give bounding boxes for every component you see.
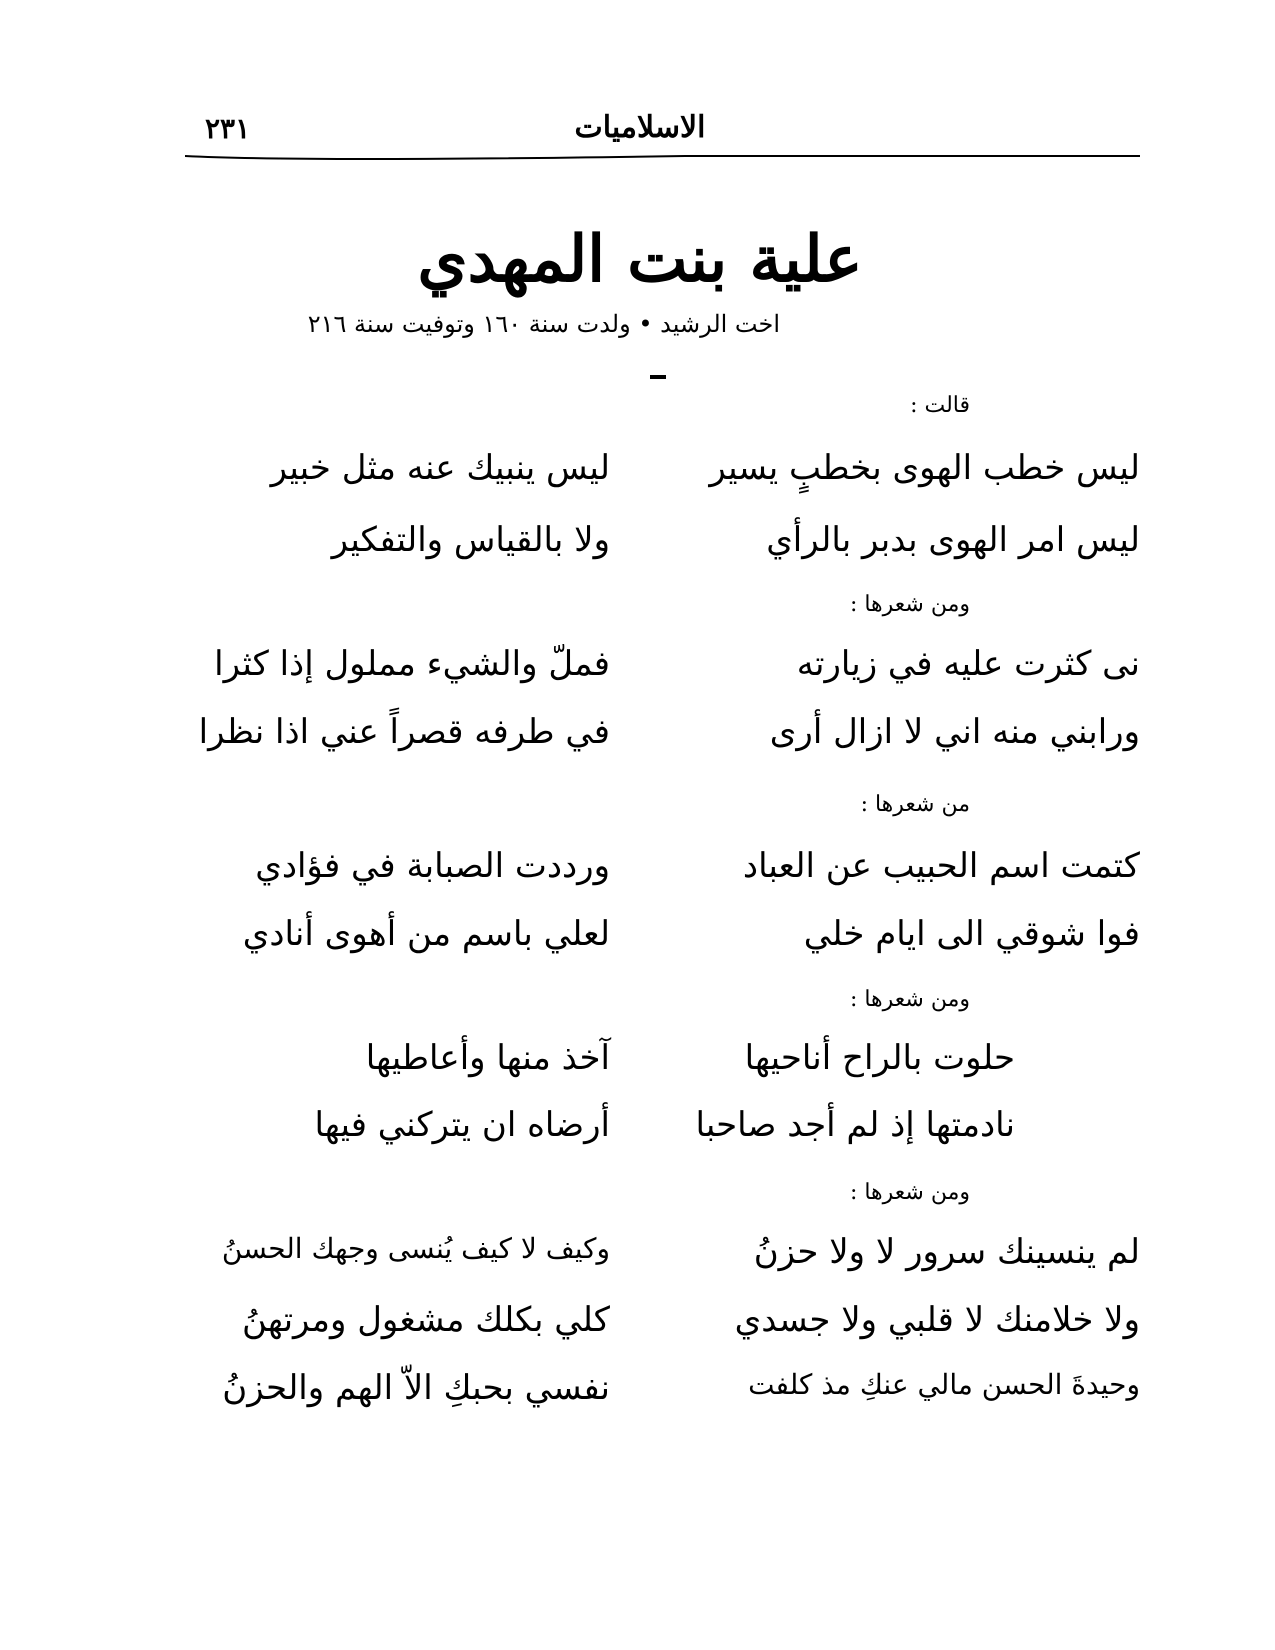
header-rule bbox=[185, 152, 1140, 166]
verse-second-hemistich: وكيف لا كيف يُنسى وجهك الحسنُ bbox=[221, 1232, 610, 1265]
section-label: قالت : bbox=[910, 393, 970, 418]
verse-first-hemistich: نادمتها إذ لم أجد صاحبا bbox=[695, 1105, 1015, 1145]
verse-second-hemistich: فملّ والشيء مملول إذا كثرا bbox=[214, 644, 610, 684]
verse-second-hemistich: ليس ينبيك عنه مثل خبير bbox=[270, 448, 610, 488]
verse-second-hemistich: ورددت الصبابة في فؤادي bbox=[255, 846, 610, 886]
verse-second-hemistich: آخذ منها وأعاطيها bbox=[365, 1038, 610, 1078]
verse-second-hemistich: لعلي باسم من أهوى أنادي bbox=[242, 914, 610, 954]
verse-second-hemistich: ولا بالقياس والتفكير bbox=[331, 520, 610, 560]
verse-first-hemistich: ولا خلامنك لا قلبي ولا جسدي bbox=[734, 1300, 1140, 1340]
separator-dash bbox=[650, 375, 666, 379]
page-subtitle: اخت الرشيد • ولدت سنة ١٦٠ وتوفيت سنة ٢١٦ bbox=[307, 310, 780, 338]
section-label: من شعرها : bbox=[860, 792, 970, 817]
verse-first-hemistich: كتمت اسم الحبيب عن العباد bbox=[742, 846, 1140, 886]
verse-first-hemistich: ليس خطب الهوى بخطبٍ يسير bbox=[709, 448, 1140, 488]
verse-first-hemistich: لم ينسينك سرور لا ولا حزنُ bbox=[753, 1232, 1140, 1272]
page-title: علية بنت المهدي bbox=[417, 222, 863, 297]
verse-first-hemistich: حلوت بالراح أناحيها bbox=[744, 1038, 1015, 1078]
verse-second-hemistich: أرضاه ان يتركني فيها bbox=[314, 1105, 610, 1145]
verse-second-hemistich: في طرفه قصراً عني اذا نظرا bbox=[198, 712, 610, 752]
verse-first-hemistich: وحيدةَ الحسن مالي عنكِ مذ كلفت bbox=[748, 1368, 1140, 1401]
running-title: الاسلاميات bbox=[574, 110, 706, 145]
verse-first-hemistich: نى كثرت عليه في زيارته bbox=[796, 644, 1140, 684]
section-label: ومن شعرها : bbox=[849, 987, 970, 1012]
page-number: ٢٣١ bbox=[205, 112, 251, 145]
verse-first-hemistich: ورابني منه اني لا ازال أرى bbox=[769, 712, 1140, 752]
section-label: ومن شعرها : bbox=[849, 1180, 970, 1205]
verse-second-hemistich: كلي بكلك مشغول ومرتهنُ bbox=[242, 1300, 610, 1340]
verse-first-hemistich: ليس امر الهوى بدبر بالرأي bbox=[766, 520, 1140, 560]
section-label: ومن شعرها : bbox=[849, 592, 970, 617]
verse-first-hemistich: فوا شوقي الى ايام خلي bbox=[803, 914, 1140, 954]
verse-second-hemistich: نفسي بحبكِ الاّ الهم والحزنُ bbox=[222, 1368, 610, 1408]
